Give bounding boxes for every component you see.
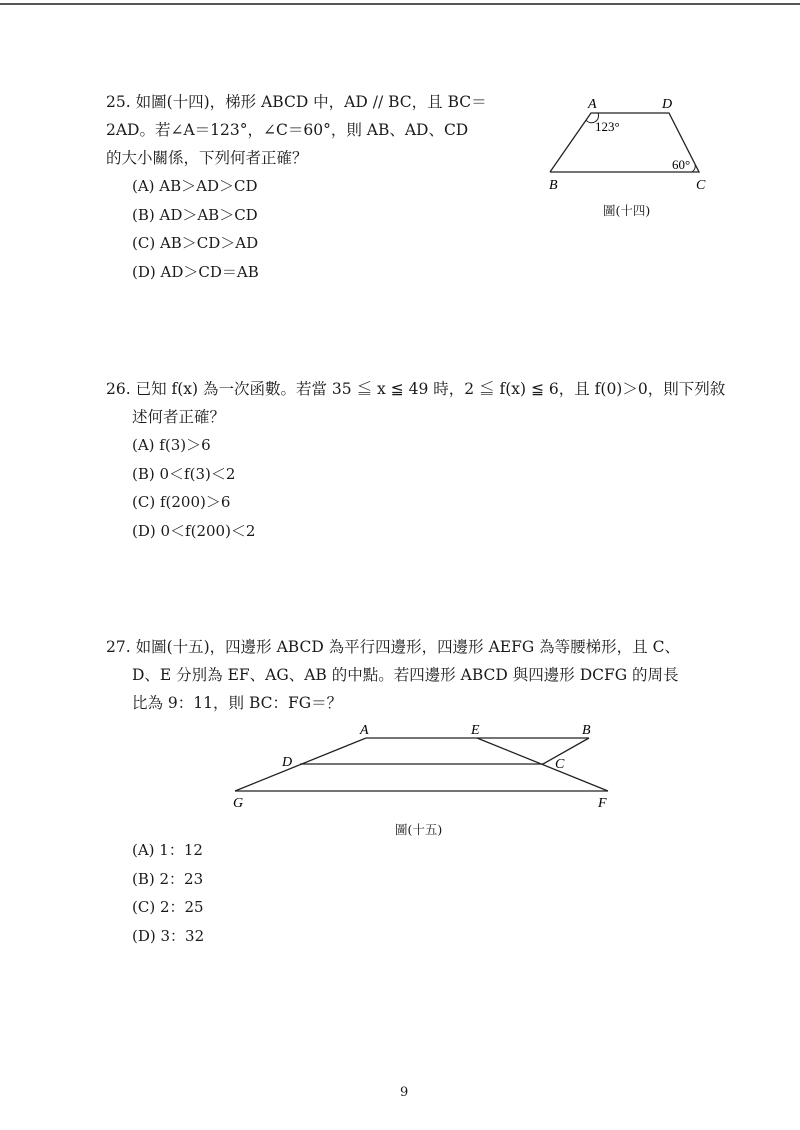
- fig15-label-b: B: [582, 723, 591, 738]
- fig14-label-b: B: [549, 178, 558, 193]
- figure-15-caption: 圖(十五): [395, 822, 443, 837]
- fig15-label-c: C: [555, 757, 565, 772]
- q26-option-d[interactable]: (D) 0＜f(200)＜2: [132, 521, 256, 540]
- question-26: [106, 375, 746, 545]
- figure-14-trapezoid: [540, 92, 730, 202]
- question-27-line-1: 27. 如圖(十五)，四邊形 ABCD 為平行四邊形，四邊形 AEFG 為等腰梯形，且 C、: [106, 638, 680, 656]
- q27-option-a[interactable]: (A) 1：12: [132, 841, 203, 859]
- question-25-line-1: 25. 如圖(十四)，梯形 ABCD 中，AD // BC，且 BC＝: [106, 93, 487, 111]
- question-25: [106, 88, 526, 286]
- figure-15-diagram: [225, 718, 625, 818]
- fig14-angle-c-label: 60°: [672, 157, 691, 172]
- fig14-angle-a-label: 123°: [595, 119, 620, 134]
- figure-14-caption: 圖(十四): [603, 203, 651, 218]
- question-25-line-3: 的大小關係，下列何者正確？: [106, 149, 308, 167]
- q25-option-a[interactable]: (A) AB＞AD＞CD: [132, 177, 258, 195]
- question-26-line-2: 述何者正確？: [132, 408, 226, 426]
- q25-option-d[interactable]: (D) AD＞CD＝AB: [132, 262, 259, 281]
- question-27-options: [132, 836, 204, 950]
- q27-option-d[interactable]: (D) 3：32: [132, 926, 205, 945]
- fig14-label-c: C: [696, 178, 706, 193]
- angle-c-arc: [692, 164, 695, 172]
- segment-b-c: [543, 738, 589, 764]
- fig14-label-a: A: [588, 97, 597, 112]
- fig14-label-d: D: [662, 97, 673, 112]
- page-number: 9: [400, 1085, 409, 1100]
- fig15-label-a: A: [360, 723, 369, 738]
- fig15-label-f: F: [598, 796, 607, 811]
- q27-option-b[interactable]: (B) 2：23: [132, 869, 204, 888]
- question-27-line-2: D、E 分別為 EF、AG、AB 的中點。若四邊形 ABCD 與四邊形 DCFG 的周長: [132, 666, 679, 684]
- fig15-label-d: D: [282, 755, 293, 770]
- question-26-options: [106, 431, 746, 545]
- question-25-line-2: 2AD。若∠A＝123°，∠C＝60°，則 AB、AD、CD: [106, 121, 469, 139]
- q26-option-c[interactable]: (C) f(200)＞6: [132, 493, 231, 511]
- question-25-options: [106, 172, 526, 286]
- q25-option-b[interactable]: (B) AD＞AB＞CD: [132, 205, 258, 224]
- fig15-label-g: G: [233, 796, 244, 811]
- top-border-line: [0, 3, 800, 5]
- q25-option-c[interactable]: (C) AB＞CD＞AD: [132, 234, 259, 252]
- question-26-line-1: 26. 已知 f(x) 為一次函數。若當 35 ≦ x ≦ 49 時，2 ≦ f(x) ≦ 6，且 f(0)＞0，則下列敘: [106, 380, 726, 398]
- q26-option-a[interactable]: (A) f(3)＞6: [132, 436, 211, 454]
- q26-option-b[interactable]: (B) 0＜f(3)＜2: [132, 464, 236, 483]
- q27-option-c[interactable]: (C) 2：25: [132, 898, 204, 916]
- question-27-line-3: 比為 9：11，則 BC：FG＝？: [132, 694, 343, 712]
- fig15-label-e: E: [471, 723, 480, 738]
- question-27: [106, 633, 746, 717]
